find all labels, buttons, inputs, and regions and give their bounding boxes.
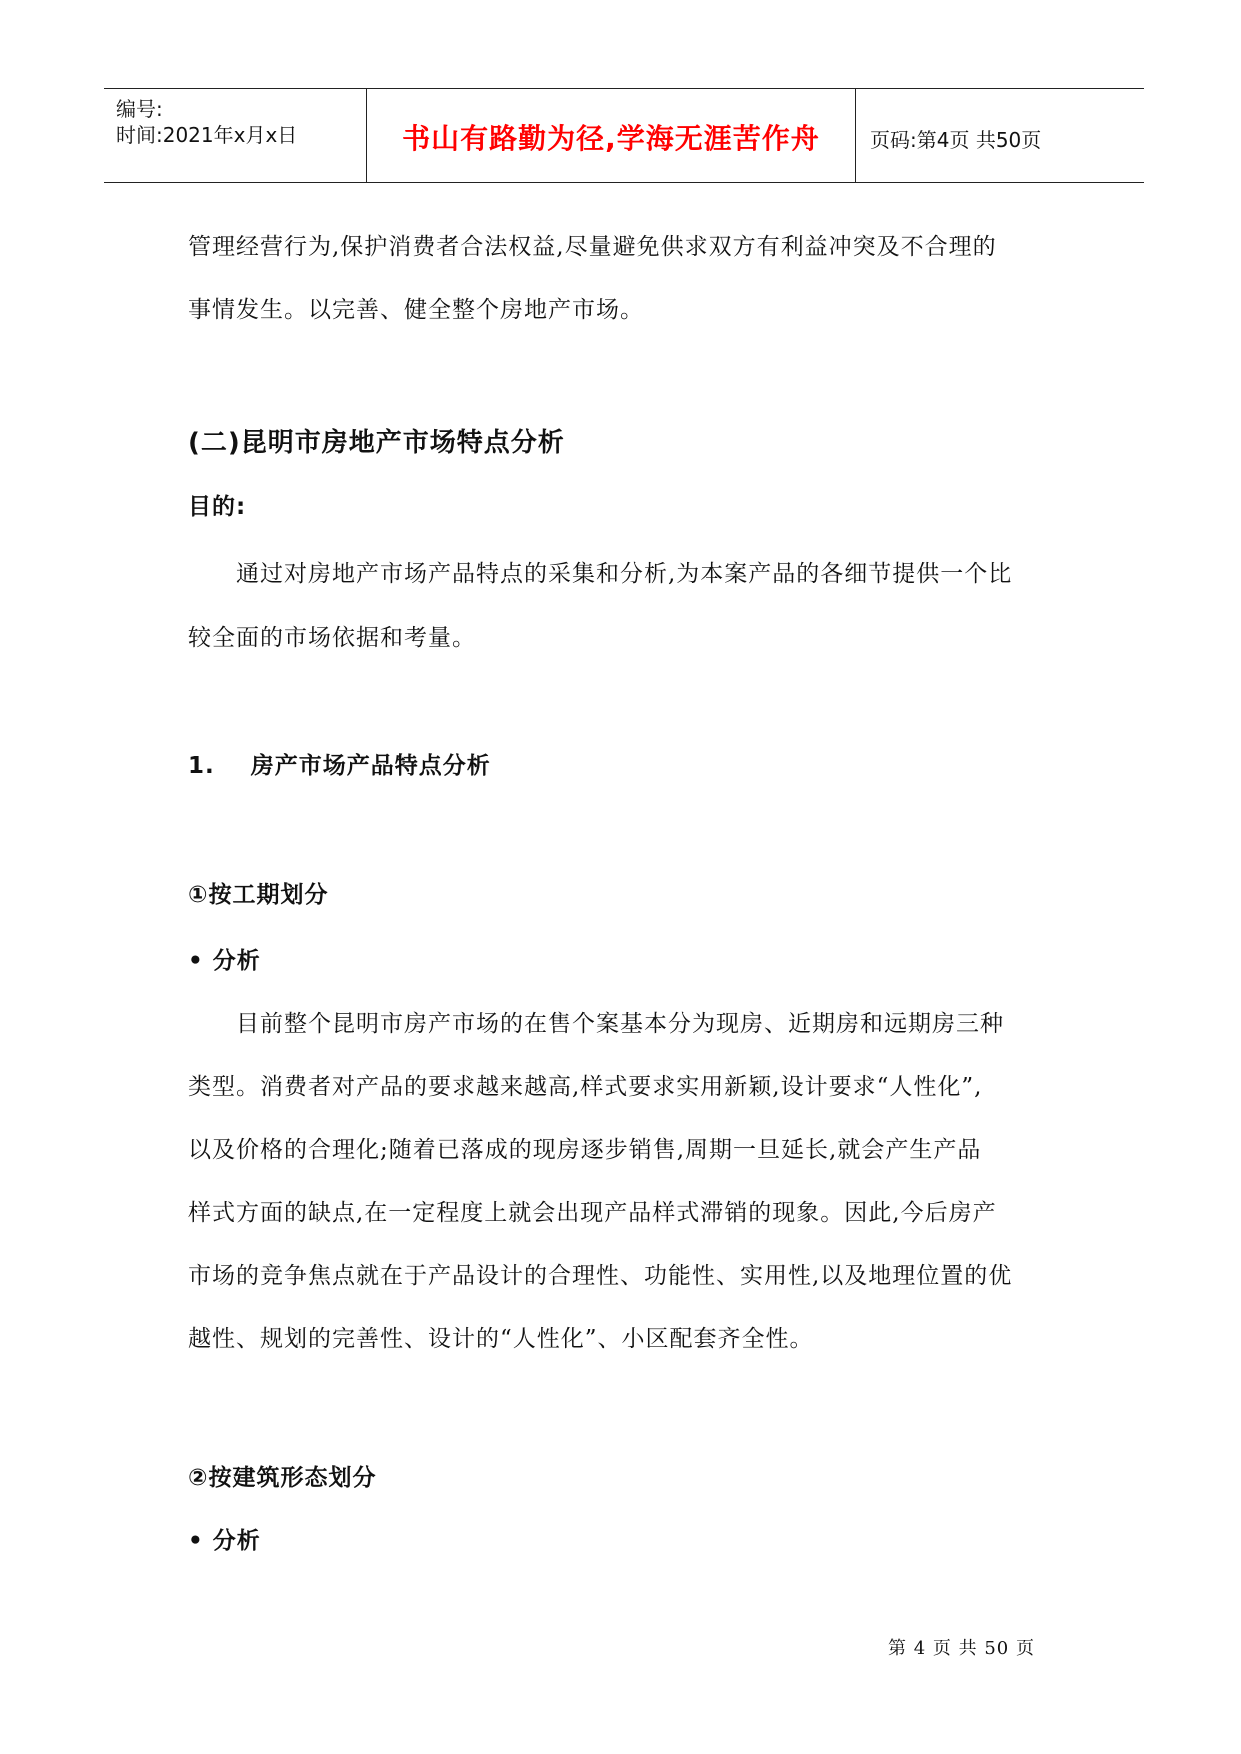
header-page-cell bbox=[856, 89, 1144, 182]
document-time-label: 时间:2021年x月x日 bbox=[116, 123, 298, 147]
paragraph-line: 较全面的市场依据和考量。 bbox=[188, 625, 476, 651]
header-page-number: 页码:第4页 共50页 bbox=[870, 128, 1042, 152]
paragraph-line: 事情发生。以完善、健全整个房地产市场。 bbox=[188, 297, 644, 323]
paragraph-line: 目前整个昆明市房产市场的在售个案基本分为现房、近期房和远期房三种 bbox=[236, 1011, 1004, 1037]
purpose-label: 目的: bbox=[188, 494, 247, 520]
bullet-item: • 分析 bbox=[188, 948, 261, 974]
bullet-item: • 分析 bbox=[188, 1528, 261, 1554]
header-meta-cell bbox=[104, 89, 366, 182]
paragraph-line: 样式方面的缺点,在一定程度上就会出现产品样式滞销的现象。因此,今后房产 bbox=[188, 1200, 997, 1226]
header-motto: 书山有路勤为径,学海无涯苦作舟 bbox=[402, 122, 820, 155]
page-footer: 第 4 页 共 50 页 bbox=[888, 1638, 1035, 1659]
subsection-heading: 1. 房产市场产品特点分析 bbox=[188, 753, 491, 779]
paragraph-line: 通过对房地产市场产品特点的采集和分析,为本案产品的各细节提供一个比 bbox=[236, 561, 1013, 587]
header-motto-cell bbox=[366, 89, 856, 182]
document-number-label: 编号: bbox=[116, 97, 163, 121]
page-header bbox=[104, 88, 1144, 183]
paragraph-line: 管理经营行为,保护消费者合法权益,尽量避免供求双方有利益冲突及不合理的 bbox=[188, 234, 997, 260]
paragraph-line: 类型。消费者对产品的要求越来越高,样式要求实用新颖,设计要求“人性化”, bbox=[188, 1074, 983, 1100]
paragraph-line: 越性、规划的完善性、设计的“人性化”、小区配套齐全性。 bbox=[188, 1326, 814, 1352]
section-heading: (二)昆明市房地产市场特点分析 bbox=[188, 428, 565, 458]
paragraph-line: 以及价格的合理化;随着已落成的现房逐步销售,周期一旦延长,就会产生产品 bbox=[188, 1137, 982, 1163]
subsection-heading: ②按建筑形态划分 bbox=[188, 1465, 377, 1491]
paragraph-line: 市场的竞争焦点就在于产品设计的合理性、功能性、实用性,以及地理位置的优 bbox=[188, 1263, 1013, 1289]
subsection-heading: ①按工期划分 bbox=[188, 882, 329, 908]
